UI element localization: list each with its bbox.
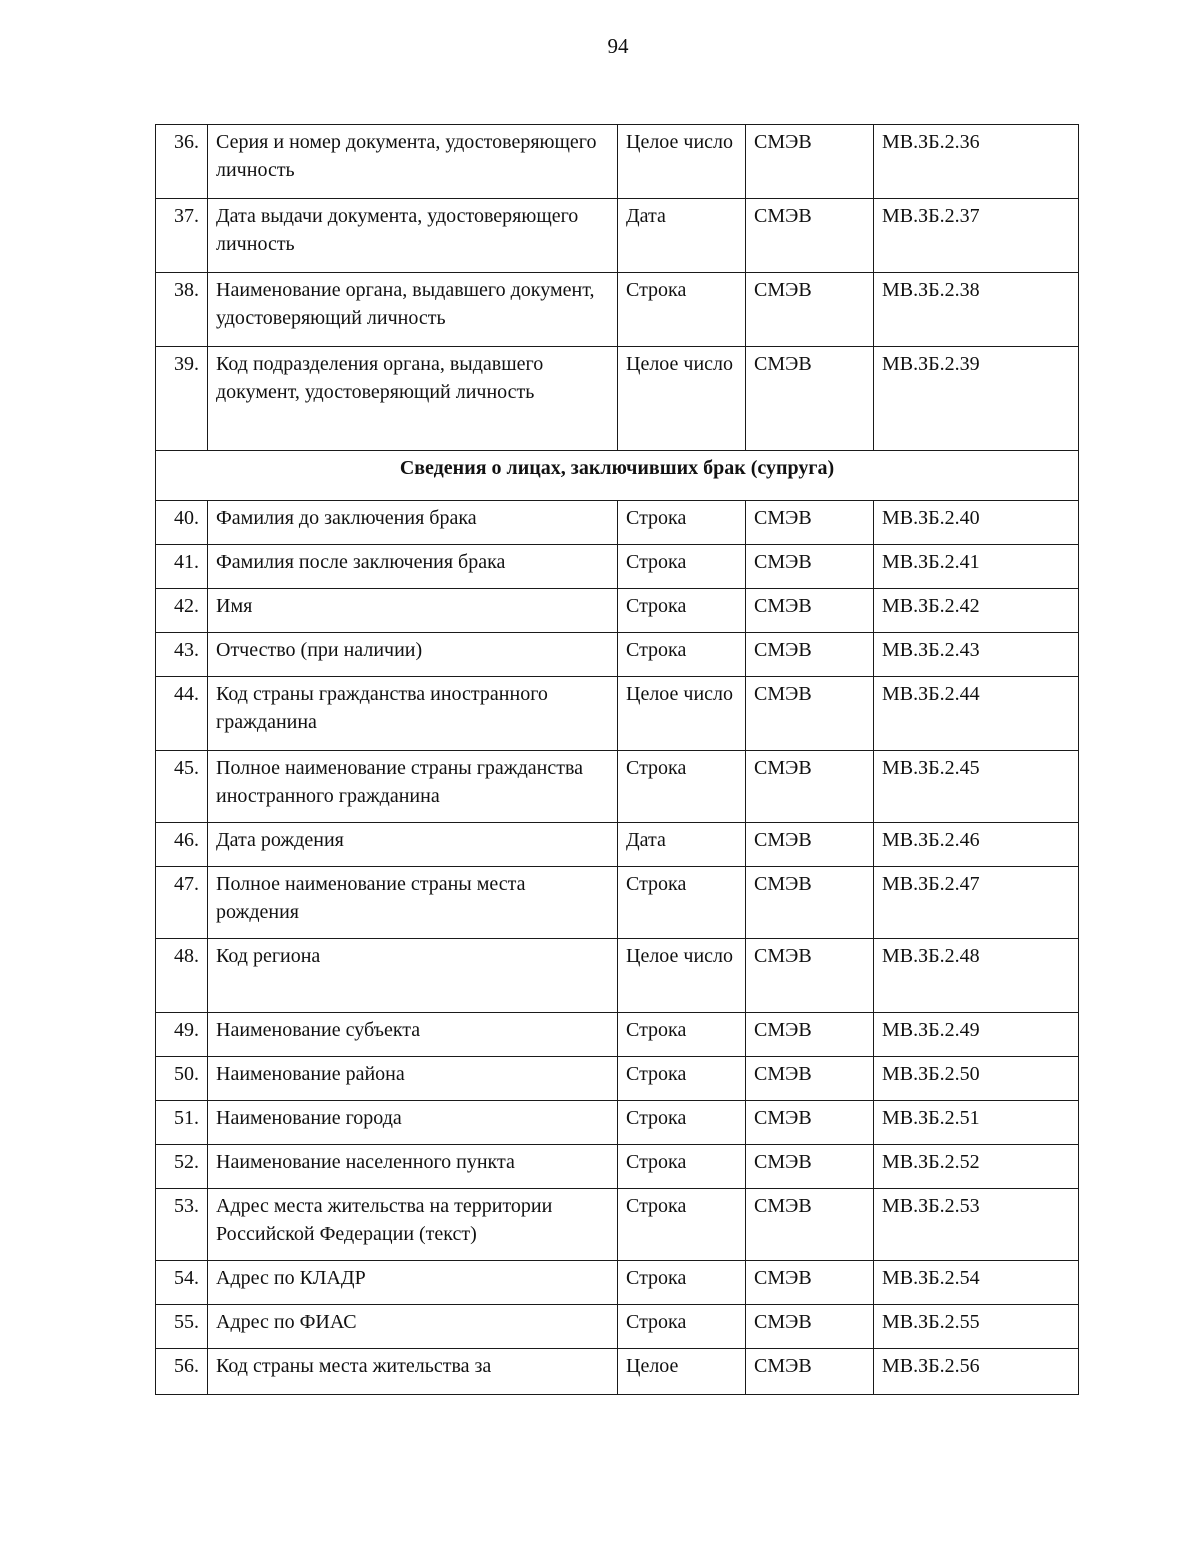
field-name: Код подразделения органа, выдавшего документ, удостоверяющий личность bbox=[208, 347, 618, 451]
field-source: СМЭВ bbox=[746, 677, 874, 751]
table-row bbox=[156, 1013, 1079, 1057]
field-name: Адрес по ФИАС bbox=[208, 1305, 618, 1349]
row-number: 56. bbox=[156, 1349, 208, 1395]
field-name: Код региона bbox=[208, 939, 618, 1013]
row-number: 46. bbox=[156, 823, 208, 867]
field-source: СМЭВ bbox=[746, 939, 874, 1013]
table-row bbox=[156, 125, 1079, 199]
table-row bbox=[156, 199, 1079, 273]
field-name: Фамилия до заключения брака bbox=[208, 501, 618, 545]
field-type: Дата bbox=[618, 823, 746, 867]
field-source: СМЭВ bbox=[746, 633, 874, 677]
field-code: МВ.ЗБ.2.50 bbox=[874, 1057, 1079, 1101]
section-header-group bbox=[156, 451, 1079, 501]
field-code: МВ.ЗБ.2.42 bbox=[874, 589, 1079, 633]
field-type: Строка bbox=[618, 273, 746, 347]
field-type: Строка bbox=[618, 501, 746, 545]
section-row bbox=[156, 451, 1079, 501]
field-source: СМЭВ bbox=[746, 125, 874, 199]
field-name: Дата выдачи документа, удостоверяющего личность bbox=[208, 199, 618, 273]
table-row bbox=[156, 501, 1079, 545]
field-name: Полное наименование страны гражданства иностранного гражданина bbox=[208, 751, 618, 823]
field-source: СМЭВ bbox=[746, 589, 874, 633]
table-row bbox=[156, 939, 1079, 1013]
row-number: 45. bbox=[156, 751, 208, 823]
page-number: 94 bbox=[607, 34, 629, 58]
field-code: МВ.ЗБ.2.54 bbox=[874, 1261, 1079, 1305]
field-code: МВ.ЗБ.2.52 bbox=[874, 1145, 1079, 1189]
table-row bbox=[156, 1145, 1079, 1189]
table-row bbox=[156, 1189, 1079, 1261]
table-row bbox=[156, 545, 1079, 589]
field-source: СМЭВ bbox=[746, 1057, 874, 1101]
field-source: СМЭВ bbox=[746, 199, 874, 273]
field-name: Дата рождения bbox=[208, 823, 618, 867]
row-number: 51. bbox=[156, 1101, 208, 1145]
field-source: СМЭВ bbox=[746, 823, 874, 867]
field-source: СМЭВ bbox=[746, 273, 874, 347]
field-code: МВ.ЗБ.2.56 bbox=[874, 1349, 1079, 1395]
table-row bbox=[156, 633, 1079, 677]
field-name: Серия и номер документа, удостоверяющего личность bbox=[208, 125, 618, 199]
field-code: МВ.ЗБ.2.37 bbox=[874, 199, 1079, 273]
field-type: Строка bbox=[618, 1101, 746, 1145]
table-body-before bbox=[156, 125, 1079, 451]
row-number: 50. bbox=[156, 1057, 208, 1101]
field-source: СМЭВ bbox=[746, 1101, 874, 1145]
field-type: Строка bbox=[618, 1057, 746, 1101]
row-number: 52. bbox=[156, 1145, 208, 1189]
field-name: Код страны гражданства иностранного гражданина bbox=[208, 677, 618, 751]
row-number: 42. bbox=[156, 589, 208, 633]
field-type: Строка bbox=[618, 867, 746, 939]
field-name: Код страны места жительства за bbox=[208, 1349, 618, 1395]
field-name: Наименование субъекта bbox=[208, 1013, 618, 1057]
field-code: МВ.ЗБ.2.48 bbox=[874, 939, 1079, 1013]
table-row bbox=[156, 1261, 1079, 1305]
field-name: Наименование района bbox=[208, 1057, 618, 1101]
field-name: Наименование органа, выдавшего документ, удостоверяющий личность bbox=[208, 273, 618, 347]
field-code: МВ.ЗБ.2.36 bbox=[874, 125, 1079, 199]
row-number: 39. bbox=[156, 347, 208, 451]
table-row bbox=[156, 1305, 1079, 1349]
table-row bbox=[156, 1349, 1079, 1395]
row-number: 48. bbox=[156, 939, 208, 1013]
field-type: Строка bbox=[618, 633, 746, 677]
field-code: МВ.ЗБ.2.44 bbox=[874, 677, 1079, 751]
field-name: Адрес места жительства на территории Российской Федерации (текст) bbox=[208, 1189, 618, 1261]
field-code: МВ.ЗБ.2.40 bbox=[874, 501, 1079, 545]
table-row bbox=[156, 751, 1079, 823]
row-number: 37. bbox=[156, 199, 208, 273]
field-code: МВ.ЗБ.2.49 bbox=[874, 1013, 1079, 1057]
row-number: 43. bbox=[156, 633, 208, 677]
field-code: МВ.ЗБ.2.45 bbox=[874, 751, 1079, 823]
table-row bbox=[156, 677, 1079, 751]
field-type: Целое число bbox=[618, 939, 746, 1013]
row-number: 38. bbox=[156, 273, 208, 347]
row-number: 36. bbox=[156, 125, 208, 199]
field-source: СМЭВ bbox=[746, 501, 874, 545]
field-type: Строка bbox=[618, 1013, 746, 1057]
field-code: МВ.ЗБ.2.55 bbox=[874, 1305, 1079, 1349]
field-source: СМЭВ bbox=[746, 545, 874, 589]
field-type: Дата bbox=[618, 199, 746, 273]
table-row bbox=[156, 1057, 1079, 1101]
data-table bbox=[155, 124, 1079, 1395]
row-number: 47. bbox=[156, 867, 208, 939]
row-number: 49. bbox=[156, 1013, 208, 1057]
table-row bbox=[156, 347, 1079, 451]
field-type: Строка bbox=[618, 1305, 746, 1349]
field-code: МВ.ЗБ.2.51 bbox=[874, 1101, 1079, 1145]
field-name: Наименование населенного пункта bbox=[208, 1145, 618, 1189]
field-source: СМЭВ bbox=[746, 751, 874, 823]
field-code: МВ.ЗБ.2.53 bbox=[874, 1189, 1079, 1261]
field-code: МВ.ЗБ.2.43 bbox=[874, 633, 1079, 677]
field-name: Наименование города bbox=[208, 1101, 618, 1145]
field-type: Целое число bbox=[618, 347, 746, 451]
row-number: 41. bbox=[156, 545, 208, 589]
field-source: СМЭВ bbox=[746, 1261, 874, 1305]
row-number: 55. bbox=[156, 1305, 208, 1349]
row-number: 40. bbox=[156, 501, 208, 545]
table-body-after bbox=[156, 501, 1079, 1395]
table-row bbox=[156, 867, 1079, 939]
field-code: МВ.ЗБ.2.38 bbox=[874, 273, 1079, 347]
field-type: Целое число bbox=[618, 125, 746, 199]
field-type: Строка bbox=[618, 545, 746, 589]
field-code: МВ.ЗБ.2.47 bbox=[874, 867, 1079, 939]
field-type: Строка bbox=[618, 1145, 746, 1189]
field-name: Имя bbox=[208, 589, 618, 633]
field-source: СМЭВ bbox=[746, 1349, 874, 1395]
field-name: Фамилия после заключения брака bbox=[208, 545, 618, 589]
table-row bbox=[156, 1101, 1079, 1145]
field-name: Полное наименование страны места рождения bbox=[208, 867, 618, 939]
field-name: Адрес по КЛАДР bbox=[208, 1261, 618, 1305]
field-source: СМЭВ bbox=[746, 1189, 874, 1261]
row-number: 53. bbox=[156, 1189, 208, 1261]
field-type: Целое число bbox=[618, 677, 746, 751]
field-type: Строка bbox=[618, 751, 746, 823]
table-row bbox=[156, 273, 1079, 347]
field-type: Целое bbox=[618, 1349, 746, 1395]
field-source: СМЭВ bbox=[746, 1305, 874, 1349]
table-row bbox=[156, 589, 1079, 633]
row-number: 54. bbox=[156, 1261, 208, 1305]
field-name: Отчество (при наличии) bbox=[208, 633, 618, 677]
field-type: Строка bbox=[618, 589, 746, 633]
field-code: МВ.ЗБ.2.46 bbox=[874, 823, 1079, 867]
table-row bbox=[156, 823, 1079, 867]
field-source: СМЭВ bbox=[746, 1145, 874, 1189]
field-source: СМЭВ bbox=[746, 347, 874, 451]
field-code: МВ.ЗБ.2.39 bbox=[874, 347, 1079, 451]
field-source: СМЭВ bbox=[746, 1013, 874, 1057]
field-source: СМЭВ bbox=[746, 867, 874, 939]
field-type: Строка bbox=[618, 1261, 746, 1305]
field-code: МВ.ЗБ.2.41 bbox=[874, 545, 1079, 589]
field-type: Строка bbox=[618, 1189, 746, 1261]
row-number: 44. bbox=[156, 677, 208, 751]
section-title: Сведения о лицах, заключивших брак (супруга) bbox=[156, 451, 1079, 501]
